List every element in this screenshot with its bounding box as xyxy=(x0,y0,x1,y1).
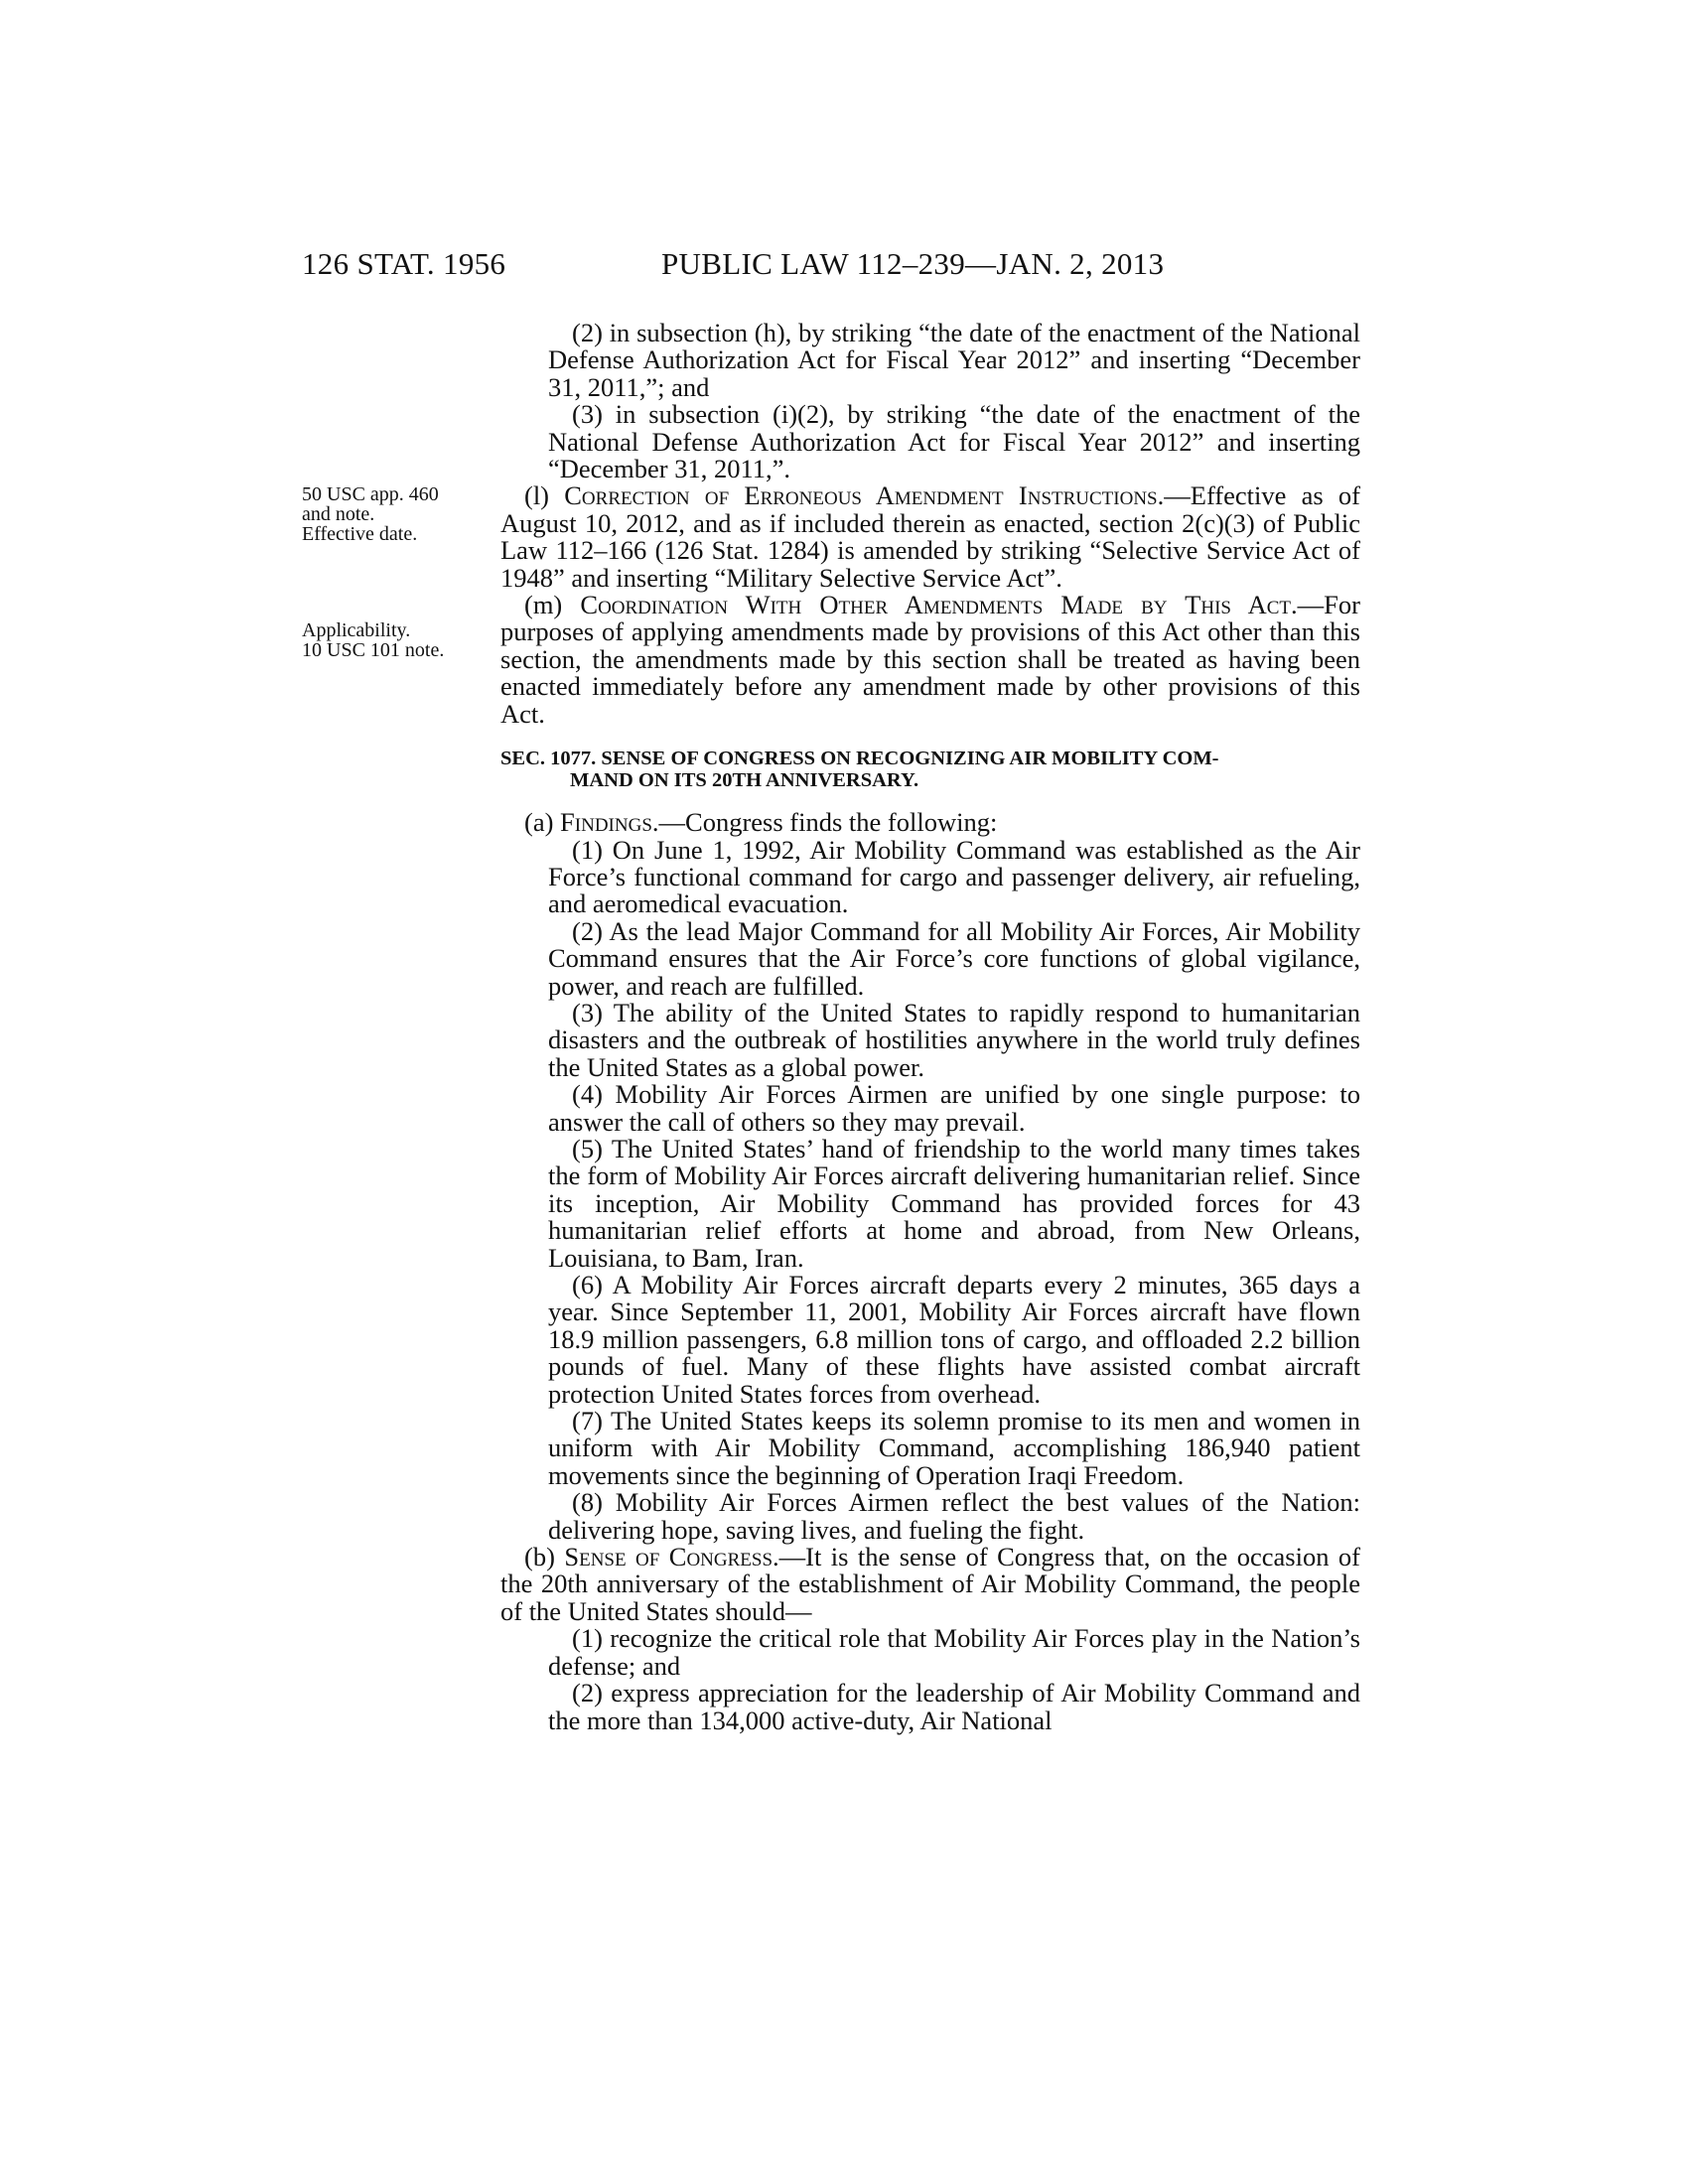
finding-item: (5) The United States’ hand of friendship to the world many times takes the form of Mobility Air Forces aircraft delivering humanitarian relief. Since its inception, Air Mobility Command has provided forces for 43 humanitarian relief efforts at home and abroad, from New Orleans, Louisiana, to Bam, Iran. xyxy=(548,1133,1360,1273)
subsection-label: (l) xyxy=(524,480,550,511)
finding-item: (6) A Mobility Air Forces aircraft departs every 2 minutes, 365 days a year. Since September 11, 2001, Mobility Air Forces aircraft have flown 18.9 million passengers, 6.8 million tons of cargo, and offloaded 2.2 billion pounds of fuel. Many of these flights have assisted combat aircraft protection United States forces from overhead. xyxy=(548,1270,1360,1409)
finding-item: (4) Mobility Air Forces Airmen are unified by one single purpose: to answer the call of others so they may prevail. xyxy=(548,1079,1360,1137)
subsection-text: .—It is the sense of Congress that, on the occasion of the 20th anniversary of the establishment of Air Mobility Command, the people of the United States should— xyxy=(500,1542,1360,1626)
subsection-l xyxy=(500,482,1360,592)
subsection-text: .—Congress finds the following: xyxy=(651,807,998,838)
subsection-label: (a) xyxy=(524,807,554,838)
stat-reference: 126 STAT. 1956 xyxy=(302,246,506,281)
paragraph-subsection-h: (2) in subsection (h), by striking “the date of the enactment of the National Defense Authorization Act for Fiscal Year 2012” and inserting “December 31, 2011,”; and xyxy=(548,318,1360,402)
subsection-m xyxy=(500,592,1360,728)
subsection-label: (m) xyxy=(524,590,563,620)
section-heading-line: SEC. 1077. SENSE OF CONGRESS ON RECOGNIZING AIR MOBILITY COM- xyxy=(500,748,1219,770)
subsection-a xyxy=(500,809,1360,836)
margin-note-effective-date xyxy=(302,484,481,544)
margin-note-line: and note. xyxy=(302,503,375,525)
margin-note-line: 10 USC 101 note. xyxy=(302,639,445,661)
subsection-heading: Correction of Erroneous Amendment Instructions xyxy=(564,480,1158,511)
sense-item: (1) recognize the critical role that Mobility Air Forces play in the Nation’s defense; and xyxy=(548,1623,1360,1681)
sense-item: (2) express appreciation for the leadership of Air Mobility Command and the more than 134,000 active-duty, Air National xyxy=(548,1678,1360,1735)
margin-note-line: Effective date. xyxy=(302,523,418,545)
subsection-text: .—For purposes of applying amendments made by provisions of this Act other than this section, the amendments made by this section shall be treated as having been enacted immediately before any amendment made by other provisions of this Act. xyxy=(500,590,1360,729)
statute-body xyxy=(500,320,1360,1734)
finding-item: (2) As the lead Major Command for all Mobility Air Forces, Air Mobility Command ensures that the Air Force’s core functions of global vigilance, power, and reach are fulfilled. xyxy=(548,915,1360,1001)
section-heading xyxy=(500,748,1360,791)
finding-item: (7) The United States keeps its solemn promise to its men and women in uniform with Air Mobility Command, accomplishing 186,940 patient movements since the beginning of Operation Iraqi Freedom. xyxy=(548,1406,1360,1490)
section-heading-line: MAND ON ITS 20TH ANNIVERSARY. xyxy=(570,769,919,792)
subsection-heading: Findings xyxy=(560,807,652,838)
subsection-label: (b) xyxy=(524,1542,555,1572)
law-title: PUBLIC LAW 112–239—JAN. 2, 2013 xyxy=(661,246,1165,281)
paragraph-subsection-i: (3) in subsection (i)(2), by striking “the date of the enactment of the National Defense Authorization Act for Fiscal Year 2012” and inserting “December 31, 2011,”. xyxy=(548,399,1360,484)
subsection-heading: Sense of Congress xyxy=(564,1542,774,1572)
margin-note-line: 50 USC app. 460 xyxy=(302,483,439,505)
subsection-text: .—Effective as of August 10, 2012, and as if included therein as enacted, section 2(c)(3) of Public Law 112–166 (126 Stat. 1284) is amended by striking “Selective Service Act of 1948” and inserting “Military Selective Service Act”. xyxy=(500,480,1360,593)
margin-note-applicability xyxy=(302,620,481,660)
finding-item: (8) Mobility Air Forces Airmen reflect the best values of the Nation: delivering hope, saving lives, and fueling the fight. xyxy=(548,1487,1360,1545)
finding-item: (3) The ability of the United States to rapidly respond to humanitarian disasters and the outbreak of hostilities anywhere in the world truly defines the United States as a global power. xyxy=(548,997,1360,1082)
margin-note-line: Applicability. xyxy=(302,619,411,641)
finding-item: (1) On June 1, 1992, Air Mobility Command was established as the Air Force’s functional command for cargo and passenger delivery, air refueling, and aeromedical evacuation. xyxy=(548,834,1360,919)
subsection-b xyxy=(500,1544,1360,1625)
subsection-heading: Coordination With Other Amendments Made by This Act xyxy=(580,590,1292,620)
